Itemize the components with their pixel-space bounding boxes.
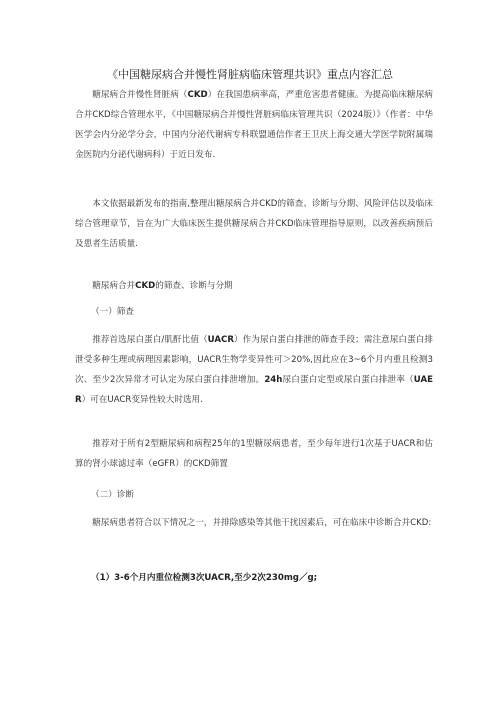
subheading-screening: （一）筛查 [91,307,134,317]
document-title: 《中国糖尿病合并慢性肾脏病临床管理共识》重点内容汇总 [107,68,393,81]
diagnosis-criterion-1: （1）3-6个月内重位检测3次UACR,至少2次230mg／g; [91,573,318,583]
screen-uaer-bold: UAER [75,375,433,405]
section-heading-pre: 糖尿病合并 [92,281,136,291]
section-heading-ckd-bold: CKD [135,281,156,291]
screen-text-2: ）作为尿白蛋白排泄的筛查手段；需注意尿白蛋白排泄受多种生理或病理因素影响，UACR生物学变异性可＞20%,因此应在3~6个月内重且检测3次、至少2次异常才可认定为尿白蛋白排泄增加。 [75,335,433,385]
section-heading-post: 的筛查、诊断与分期 [155,281,233,291]
diagnosis-paragraph: 糖尿病患者符合以下情况之一，并排除感染等其他干扰因素后，可在临床中诊断合并CKD: [92,518,432,528]
intro-text-1: 糖尿病合并慢性肾脏病（ [92,90,188,100]
screen-text-1: 推荐首选尿白蛋白/肌酐比值（ [92,335,208,345]
screen-text-3: 尿白蛋白定型或尿白蛋白排泄率（ [282,375,414,385]
intro-text-2: ）在我国患病率高，严重危害患者健康。为提高临床糖尿病合并CKD综合管理水平，《中国糖尿病合并慢性肾脏病临床管理共识（2024版）》（作者：中华医学会内分泌学分会，中国内分泌代谢病专科联盟通信作者王卫庆上海交通大学医学院附属瑞金医院内分泌代谢病科）于近日发布. [75,90,433,160]
screening-paragraph [75,330,433,410]
purpose-paragraph: 本文依据最新发布的指南,整理出糖尿病合并CKD的筛查、诊断与分期、风险评估以及临床综合管理章节，旨在为广大临床医生提供糖尿病合并CKD临床管理指导原则，以改善疾病预后及患者生活质量. [75,199,433,249]
subheading-diagnosis: （二）诊断 [91,490,134,500]
screen-text-4: ）可在UACR变异性较大时选用. [81,395,203,405]
screen-24h-bold: 24h [264,375,283,385]
intro-ckd-bold: CKD [187,90,208,100]
section-heading-screening-diagnosis [75,276,433,296]
screen-uacr-bold: UACR [207,335,234,345]
intro-paragraph [75,85,433,165]
recommendation-paragraph: 推荐对于所有2型糖尿病和病程25年的1型糖尿病患者，至少每年进行1次基于UACR和估算的肾小球滤过率（eGFR）的CKD筛置 [75,439,433,469]
